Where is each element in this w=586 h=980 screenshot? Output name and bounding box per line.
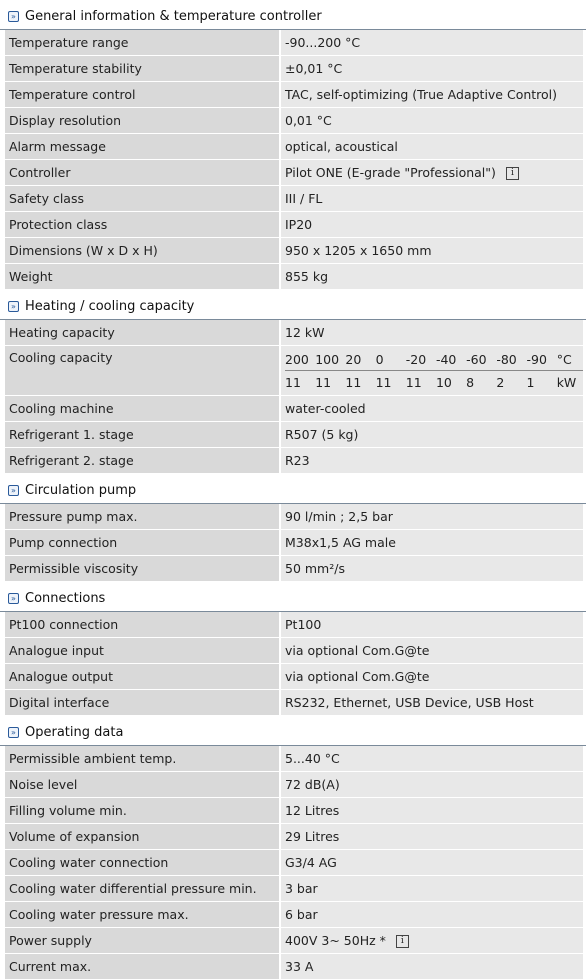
spec-label: Temperature range [5, 30, 280, 56]
spec-value-cell [280, 850, 583, 876]
section-header [0, 0, 586, 30]
spec-value: 5...40 °C [285, 751, 340, 766]
arrow-box-icon: » [8, 593, 19, 604]
cooling-temp: -90 [527, 348, 557, 371]
cooling-temp: -20 [406, 348, 436, 371]
spec-row [5, 396, 583, 422]
spec-value: 3 bar [285, 881, 318, 896]
cooling-temp: -40 [436, 348, 466, 371]
spec-row [5, 82, 583, 108]
spec-value: 400V 3~ 50Hz * [285, 933, 386, 948]
cooling-power: 10 [435, 374, 452, 390]
spec-label: Pressure pump max. [5, 504, 280, 530]
spec-value: Pilot ONE (E-grade "Professional") [285, 165, 496, 180]
spec-row [5, 448, 583, 474]
section-title: Heating / cooling capacity [25, 299, 195, 314]
spec-label: Power supply [5, 928, 280, 954]
spec-table [5, 746, 583, 980]
spec-label: Noise level [5, 772, 280, 798]
spec-value: -90...200 °C [285, 35, 361, 50]
spec-row [5, 30, 583, 56]
spec-value: 855 kg [285, 269, 329, 284]
spec-value-cell [280, 824, 583, 850]
spec-row [5, 134, 583, 160]
spec-value: 50 mm²/s [285, 561, 345, 576]
cooling-power: 11 [375, 374, 392, 390]
spec-row [5, 746, 583, 772]
spec-label: Refrigerant 2. stage [5, 448, 280, 474]
spec-value-cell [280, 238, 583, 264]
spec-row [5, 346, 583, 396]
cooling-capacity-table [285, 348, 583, 393]
spec-value-cell [280, 612, 583, 638]
spec-value: R507 (5 kg) [285, 427, 359, 442]
cooling-power: 11 [315, 374, 332, 390]
spec-label: Analogue input [5, 638, 280, 664]
section-header [0, 582, 586, 612]
spec-label: Digital interface [5, 690, 280, 716]
spec-value-cell [280, 504, 583, 530]
spec-table [5, 320, 583, 474]
spec-row [5, 772, 583, 798]
spec-value: 12 kW [285, 325, 325, 340]
spec-value-cell [280, 664, 583, 690]
spec-row [5, 504, 583, 530]
spec-row [5, 530, 583, 556]
cooling-temp: °C [557, 348, 583, 371]
spec-value: 33 A [285, 959, 314, 974]
cooling-temp: -60 [466, 348, 496, 371]
arrow-box-icon: » [8, 485, 19, 496]
spec-value-cell [280, 422, 583, 448]
spec-row [5, 798, 583, 824]
cooling-temp: -80 [496, 348, 526, 371]
cooling-temp: 100 [315, 348, 345, 371]
spec-label: Pt100 connection [5, 612, 280, 638]
section-header [0, 290, 586, 320]
spec-value-cell [280, 530, 583, 556]
section-header [0, 474, 586, 504]
spec-table [5, 504, 583, 582]
spec-row [5, 824, 583, 850]
info-icon[interactable]: i [396, 935, 409, 948]
cooling-temp: 200 [285, 348, 315, 371]
spec-value-cell [280, 56, 583, 82]
spec-label: Safety class [5, 186, 280, 212]
spec-value-cell [280, 160, 583, 186]
spec-value-cell [280, 902, 583, 928]
spec-table [5, 30, 583, 290]
spec-row [5, 902, 583, 928]
spec-value: IP20 [285, 217, 313, 232]
spec-row [5, 238, 583, 264]
spec-value: 0,01 °C [285, 113, 332, 128]
spec-label: Dimensions (W x D x H) [5, 238, 280, 264]
spec-label: Alarm message [5, 134, 280, 160]
spec-row [5, 876, 583, 902]
spec-value: via optional Com.G@te [285, 643, 430, 658]
spec-label: Permissible ambient temp. [5, 746, 280, 772]
cooling-power: 8 [466, 374, 475, 390]
spec-value: III / FL [285, 191, 323, 206]
spec-value: RS232, Ethernet, USB Device, USB Host [285, 695, 534, 710]
spec-value-cell [280, 320, 583, 346]
spec-label: Permissible viscosity [5, 556, 280, 582]
spec-row [5, 638, 583, 664]
section-header [0, 716, 586, 746]
spec-value-cell [280, 928, 583, 954]
spec-value: M38x1,5 AG male [285, 535, 396, 550]
spec-row [5, 264, 583, 290]
spec-row [5, 690, 583, 716]
spec-label: Display resolution [5, 108, 280, 134]
spec-value: 12 Litres [285, 803, 340, 818]
spec-label: Cooling machine [5, 396, 280, 422]
spec-value: 6 bar [285, 907, 318, 922]
spec-label: Controller [5, 160, 280, 186]
spec-label: Current max. [5, 954, 280, 980]
spec-value-cell [280, 448, 583, 474]
spec-value-cell [280, 690, 583, 716]
spec-row [5, 850, 583, 876]
spec-value-cell [280, 876, 583, 902]
spec-value-cell [280, 134, 583, 160]
spec-value-cell [280, 798, 583, 824]
spec-label: Temperature control [5, 82, 280, 108]
cooling-power: 2 [496, 374, 505, 390]
cooling-power: 1 [526, 374, 535, 390]
section-title: Operating data [25, 725, 124, 740]
cooling-power: 11 [345, 374, 362, 390]
info-icon[interactable]: i [506, 167, 519, 180]
spec-value: ±0,01 °C [285, 61, 343, 76]
spec-value: via optional Com.G@te [285, 669, 430, 684]
arrow-box-icon: » [8, 727, 19, 738]
cooling-powers-row [285, 371, 583, 394]
spec-label: Pump connection [5, 530, 280, 556]
spec-row [5, 612, 583, 638]
spec-value-cell [280, 186, 583, 212]
spec-table [5, 612, 583, 716]
spec-value: G3/4 AG [285, 855, 337, 870]
spec-label: Cooling water pressure max. [5, 902, 280, 928]
spec-row [5, 320, 583, 346]
spec-row [5, 422, 583, 448]
spec-value-cell [280, 746, 583, 772]
spec-value: Pt100 [285, 617, 322, 632]
cooling-power: 11 [285, 374, 301, 390]
spec-value: 29 Litres [285, 829, 340, 844]
spec-row [5, 928, 583, 954]
spec-label: Cooling water differential pressure min. [5, 876, 280, 902]
spec-value-cell [280, 638, 583, 664]
spec-label: Cooling capacity [5, 346, 280, 396]
spec-row [5, 664, 583, 690]
spec-value-cell [280, 396, 583, 422]
cooling-temps-row [285, 348, 583, 371]
spec-row [5, 212, 583, 238]
arrow-box-icon: » [8, 11, 19, 22]
cooling-temp: 0 [376, 348, 406, 371]
spec-label: Filling volume min. [5, 798, 280, 824]
arrow-box-icon: » [8, 301, 19, 312]
spec-value-cell [280, 82, 583, 108]
spec-value-cell [280, 772, 583, 798]
spec-row [5, 160, 583, 186]
cooling-temp: 20 [345, 348, 375, 371]
spec-value-cell [280, 108, 583, 134]
spec-value-cell [280, 30, 583, 56]
spec-label: Refrigerant 1. stage [5, 422, 280, 448]
spec-value: R23 [285, 453, 310, 468]
spec-value-cell [280, 556, 583, 582]
section-title: Connections [25, 591, 106, 606]
spec-value: 72 dB(A) [285, 777, 340, 792]
spec-value-cell [280, 346, 583, 396]
cooling-power: kW [556, 374, 577, 390]
spec-value: optical, acoustical [285, 139, 398, 154]
spec-label: Analogue output [5, 664, 280, 690]
spec-label: Cooling water connection [5, 850, 280, 876]
spec-value: TAC, self-optimizing (True Adaptive Control) [285, 87, 558, 102]
spec-row [5, 56, 583, 82]
spec-label: Weight [5, 264, 280, 290]
spec-label: Heating capacity [5, 320, 280, 346]
spec-value: 90 l/min ; 2,5 bar [285, 509, 393, 524]
section-title: General information & temperature controller [25, 9, 322, 24]
spec-label: Volume of expansion [5, 824, 280, 850]
spec-value: 950 x 1205 x 1650 mm [285, 243, 432, 258]
spec-row [5, 556, 583, 582]
spec-label: Protection class [5, 212, 280, 238]
cooling-power: 11 [405, 374, 422, 390]
spec-row [5, 186, 583, 212]
spec-row [5, 108, 583, 134]
section-title: Circulation pump [25, 483, 137, 498]
spec-value-cell [280, 212, 583, 238]
spec-value: water-cooled [285, 401, 366, 416]
spec-value-cell [280, 264, 583, 290]
spec-label: Temperature stability [5, 56, 280, 82]
